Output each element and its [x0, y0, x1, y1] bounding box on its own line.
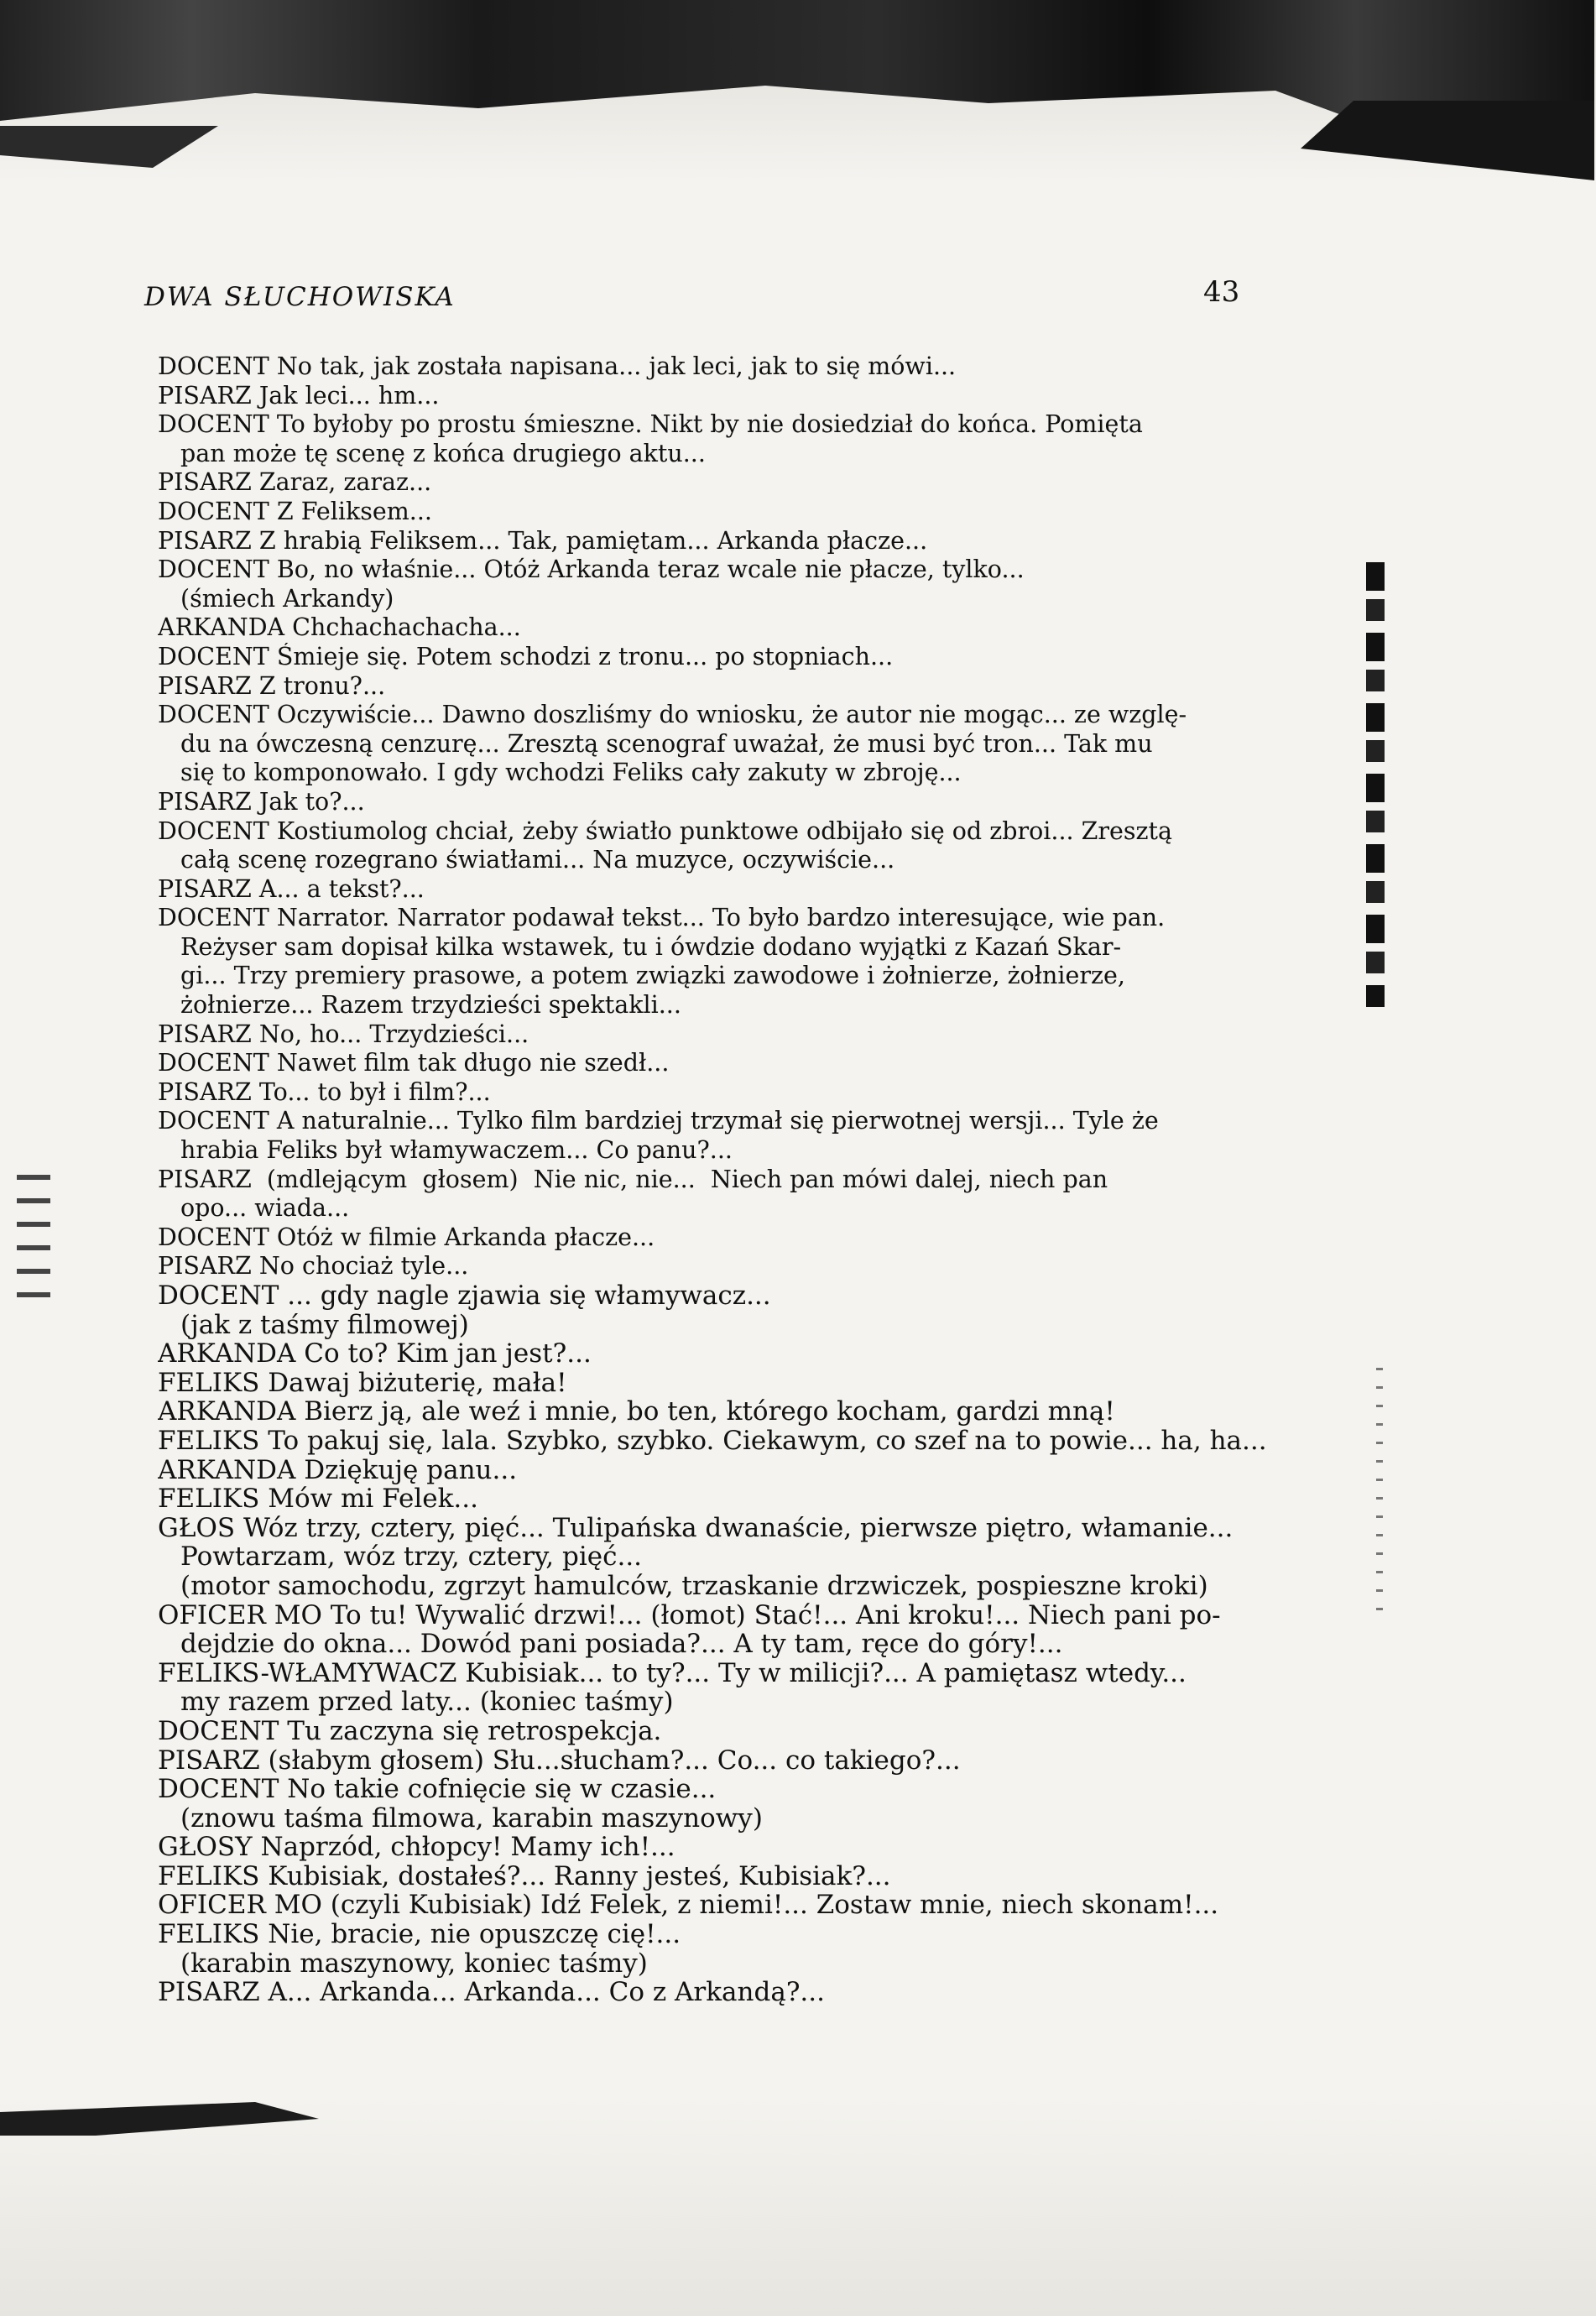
text-line: PISARZ No chociaż tyle... [158, 1252, 469, 1281]
text-line: Reżyser sam dopisał kilka wstawek, tu i ówdzie dodano wyjątki z Kazań Skar- [180, 932, 1122, 961]
text-line: (jak z taśmy filmowej) [180, 1310, 469, 1340]
text-line: się to komponowało. I gdy wchodzi Feliks cały zakuty w zbroję... [180, 759, 962, 787]
text-line: DOCENT Śmieje się. Potem schodzi z tronu... po stopniach... [158, 642, 894, 670]
text-line: ARKANDA Dziękuję panu... [158, 1455, 518, 1485]
text-line: DOCENT A naturalnie... Tylko film bardziej trzymał się pierwotnej wersji... Tyle że [158, 1107, 1159, 1135]
text-line: ARKANDA Chchachachacha... [158, 613, 521, 642]
text-line: OFICER MO (czyli Kubisiak) Idź Felek, z niemi!... Zostaw mnie, niech skonam!... [158, 1891, 1219, 1921]
text-line: OFICER MO To tu! Wywalić drzwi!... (łomot) Stać!... Ani kroku!... Niech pani po- [158, 1600, 1221, 1630]
text-line: DOCENT No takie cofnięcie się w czasie... [158, 1775, 717, 1804]
text-line: DOCENT Narrator. Narrator podawał tekst... To było bardzo interesujące, wie pan. [158, 904, 1166, 932]
text-line: FELIKS Nie, bracie, nie opuszczę cię!... [158, 1920, 681, 1949]
text-line: GŁOS Wóz trzy, cztery, pięć... Tulipańska dwanaście, pierwsze piętro, włamanie... [158, 1513, 1234, 1543]
text-line: DOCENT No tak, jak została napisana... jak leci, jak to się mówi... [158, 352, 957, 380]
text-line: DOCENT Tu zaczyna się retrospekcja. [158, 1716, 662, 1746]
text-line: PISARZ (mdlejącym głosem) Nie nic, nie... Niech pan mówi dalej, niech pan [158, 1165, 1108, 1193]
text-line: (śmiech Arkandy) [180, 584, 394, 613]
text-line: PISARZ A... Arkanda... Arkanda... Co z Arkandą?... [158, 1978, 825, 2007]
text-line: ARKANDA Bierz ją, ale weź i mnie, bo ten, którego kocham, gardzi mną! [158, 1397, 1115, 1427]
text-line: PISARZ No, ho... Trzydzieści... [158, 1020, 529, 1048]
text-line: DOCENT Z Feliksem... [158, 497, 432, 525]
text-line: FELIKS Kubisiak, dostałeś?... Ranny jesteś, Kubisiak?... [158, 1861, 891, 1891]
text-line: PISARZ To... to był i film?... [158, 1077, 491, 1106]
text-line: PISARZ (słabym głosem) Słu...słucham?... Co... co takiego?... [158, 1745, 961, 1776]
ink-smudge [1301, 101, 1594, 180]
text-line: gi... Trzy premiery prasowe, a potem związki zawodowe i żołnierze, żołnierze, [180, 962, 1125, 990]
text-line: PISARZ Jak leci... hm... [158, 381, 440, 409]
text-line: opo... wiada... [180, 1194, 350, 1223]
text-line: DOCENT Kostiumolog chciał, żeby światło punktowe odbijało się od zbroi... Zresztą [158, 816, 1172, 845]
text-line: FELIKS-WŁAMYWACZ Kubisiak... to ty?... Ty w milicji?... A pamiętasz wtedy... [158, 1658, 1187, 1688]
text-line: Powtarzam, wóz trzy, cztery, pięć... [180, 1542, 643, 1572]
text-line: ARKANDA Co to? Kim jan jest?... [158, 1339, 592, 1369]
text-line: pan może tę scenę z końca drugiego aktu... [180, 439, 706, 467]
text-line: (motor samochodu, zgrzyt hamulców, trzaskanie drzwiczek, pospieszne kroki) [180, 1571, 1208, 1601]
text-line: hrabia Feliks był włamywaczem... Co panu?... [180, 1136, 733, 1165]
text-line: DOCENT Oczywiście... Dawno doszliśmy do wniosku, że autor nie mogąc... ze wzglę- [158, 701, 1187, 729]
text-line: my razem przed laty... (koniec taśmy) [180, 1687, 674, 1717]
text-line: PISARZ Z tronu?... [158, 671, 386, 700]
text-line: całą scenę rozegrano światłami... Na muzyce, oczywiście... [180, 846, 895, 874]
page-number: 43 [1203, 275, 1240, 309]
text-line: FELIKS Dawaj biżuterię, mała! [158, 1368, 567, 1398]
text-line: DOCENT Bo, no właśnie... Otóż Arkanda teraz wcale nie płacze, tylko... [158, 556, 1025, 584]
scan-artifact-bottom [0, 2098, 1596, 2316]
text-line: du na ówczesną cenzurę... Zresztą scenograf uważał, że musi być tron... Tak mu [180, 729, 1153, 758]
text-line: DOCENT Nawet film tak długo nie szedł... [158, 1049, 670, 1077]
dialogue-text [158, 352, 1316, 2007]
text-line: FELIKS To pakuj się, lala. Szybko, szybko. Ciekawym, co szef na to powie... ha, ha... [158, 1426, 1267, 1456]
text-line: DOCENT Otóż w filmie Arkanda płacze... [158, 1223, 655, 1251]
text-line: DOCENT To byłoby po prostu śmieszne. Nikt by nie dosiedział do końca. Pomięta [158, 410, 1143, 439]
text-line: GŁOSY Naprzód, chłopcy! Mamy ich!... [158, 1833, 675, 1862]
margin-scan-noise [17, 1175, 50, 1309]
running-title: DWA SŁUCHOWISKA [144, 282, 456, 312]
text-line: PISARZ A... a tekst?... [158, 874, 425, 903]
text-line: (karabin maszynowy, koniec taśmy) [180, 1948, 648, 1979]
text-line: dejdzie do okna... Dowód pani posiada?... A ty tam, ręce do góry!... [180, 1630, 1063, 1659]
scan-artifact-top [0, 0, 1596, 180]
text-line: FELIKS Mów mi Felek... [158, 1484, 478, 1514]
text-line: PISARZ Zaraz, zaraz... [158, 468, 432, 497]
margin-scan-noise [1366, 562, 1385, 1007]
margin-scan-noise [1376, 1368, 1383, 1620]
text-line: PISARZ Jak to?... [158, 787, 365, 816]
ink-smudge [0, 126, 218, 168]
text-line: (znowu taśma filmowa, karabin maszynowy) [180, 1803, 763, 1834]
text-line: żołnierze... Razem trzydzieści spektakli... [180, 991, 681, 1020]
text-line: DOCENT ... gdy nagle zjawia się włamywacz... [158, 1281, 771, 1311]
text-line: PISARZ Z hrabią Feliksem... Tak, pamiętam... Arkanda płacze... [158, 526, 928, 555]
